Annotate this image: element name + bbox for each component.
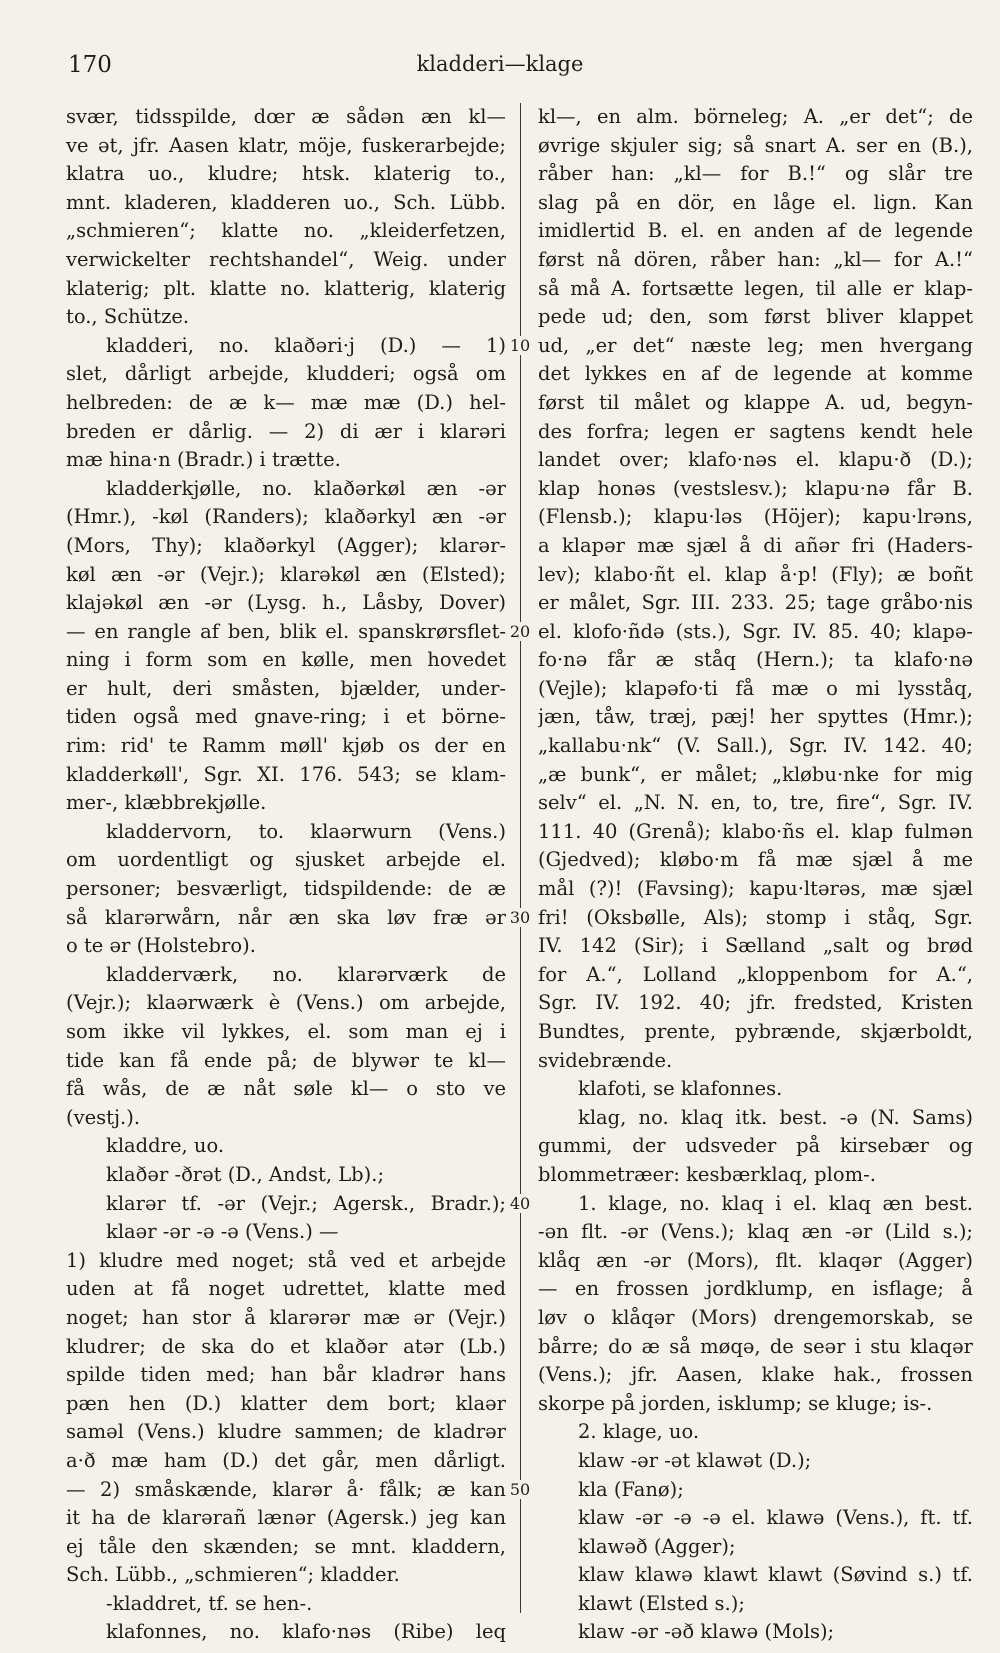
text-line: øvrige skjuler sig; så snart A. ser en (B.), bbox=[538, 133, 973, 157]
text-line: helbreden: de æ k— mæ mæ (D.) hel- bbox=[66, 390, 506, 414]
text-line: mæ hina·n (Bradr.) i trætte. bbox=[66, 448, 341, 472]
text-line: klawt (Elsted s.); bbox=[578, 1591, 745, 1615]
text-line: tiden også med gnave-ring; i et börne- bbox=[66, 705, 506, 729]
text-line: (vestj.). bbox=[66, 1105, 141, 1129]
text-line: fri! (Oksbølle, Als); stomp i ståq, Sgr. bbox=[538, 905, 973, 929]
text-line: saməl (Vens.) kludre sammen; de kladrər bbox=[66, 1420, 506, 1444]
text-line: ud, „er det“ næste leg; men hvergang bbox=[538, 333, 973, 357]
text-line: klåq æn -ər (Mors), flt. klaqər (Agger) bbox=[538, 1248, 973, 1272]
text-line: des forfra; legen er sagtens kendt hele bbox=[538, 419, 973, 443]
text-line: klajəkøl æn -ər (Lysg. h., Låsby, Dover) bbox=[66, 591, 506, 615]
text-line: ve ət, jfr. Aasen klatr, möje, fuskerarbejde; bbox=[66, 133, 506, 157]
text-line: fo·nə får æ ståq (Hern.); ta klafo·nə bbox=[538, 648, 973, 672]
text-line: få wås, de æ nåt søle kl— o sto ve bbox=[66, 1077, 506, 1101]
text-line: imidlertid B. el. en anden af de legende bbox=[538, 219, 973, 243]
text-line: 111. 40 (Grenå); klabo·ñs el. klap fulmən bbox=[538, 819, 973, 843]
text-line: noget; han stor å klarərər mæ ər (Vejr.) bbox=[66, 1305, 506, 1329]
text-line: klaterig; plt. klatte no. klatterig, klaterig bbox=[66, 276, 506, 300]
text-line: kla (Fanø); bbox=[578, 1477, 684, 1501]
text-line: kladderværk, no. klarərværk de bbox=[106, 962, 506, 986]
text-line: gummi, der udsveder på kirsebær og bbox=[538, 1134, 973, 1158]
text-line: Sch. Lübb., „schmieren“; kladder. bbox=[66, 1563, 400, 1587]
text-line: klap honəs (vestslesv.); klapu·nə får B. bbox=[538, 476, 973, 500]
text-line: (Mors, Thy); klaðərkyl (Agger); klarər- bbox=[66, 533, 506, 557]
page-header bbox=[0, 52, 1000, 86]
text-line: 1. klage, no. klaq i el. klaq æn best. bbox=[578, 1191, 973, 1215]
text-line: klag, no. klaq itk. best. -ə (N. Sams) bbox=[578, 1105, 973, 1129]
text-line: klaðər -ðrət (D., Andst, Lb).; bbox=[106, 1162, 385, 1186]
text-line: klaw -ər -ə -ə el. klawə (Vens.), ft. tf. bbox=[578, 1506, 973, 1530]
text-line: lev); klabo·ñt el. klap å·p! (Fly); æ boñt bbox=[538, 562, 973, 586]
text-line: kladderkøll', Sgr. XI. 176. 543; se klam- bbox=[66, 762, 506, 786]
text-line: 2. klage, uo. bbox=[578, 1420, 700, 1444]
text-line: — 2) småskænde, klarər å· fålk; æ kan bbox=[66, 1477, 506, 1501]
text-line: så klarərwårn, når æn ska løv fræ ər bbox=[66, 905, 506, 929]
text-line: klaər -ər -ə -ə (Vens.) — bbox=[106, 1220, 339, 1244]
text-line: skorpe på jorden, isklump; se kluge; is-. bbox=[538, 1391, 933, 1415]
text-line: IV. 142 (Sir); i Sælland „salt og brød bbox=[538, 934, 973, 958]
text-line: køl æn -ər (Vejr.); klarəkøl æn (Elsted); bbox=[66, 562, 506, 586]
text-line: klafoti, se klafonnes. bbox=[578, 1077, 783, 1101]
text-line: (Hmr.), -køl (Randers); klaðərkyl æn -ər bbox=[66, 505, 506, 529]
text-line: klaw -ər -əð klawə (Mols); bbox=[578, 1620, 835, 1644]
line-number-marker: 40 bbox=[507, 1194, 533, 1213]
text-line: — en frossen jordklump, en isflage; å bbox=[538, 1277, 973, 1301]
page-number: 170 bbox=[68, 52, 112, 78]
text-line: løv o klåqər (Mors) drengemorskab, se bbox=[538, 1305, 973, 1329]
running-head: kladderi—klage bbox=[416, 52, 584, 76]
text-line: klatra uo., kludre; htsk. klaterig to., bbox=[66, 162, 506, 186]
text-line: pæn hen (D.) klatter dem bort; klaər bbox=[66, 1391, 506, 1415]
line-number-marker: 50 bbox=[507, 1480, 533, 1499]
text-line: klarər tf. -ər (Vejr.; Agersk., Bradr.); bbox=[106, 1191, 506, 1215]
text-line: a klapər mæ sjæl å di añər fri (Haders- bbox=[538, 533, 973, 557]
line-number-marker: 10 bbox=[507, 336, 533, 355]
text-line: er hult, deri småsten, bjælder, under- bbox=[66, 676, 506, 700]
text-line: to., Schütze. bbox=[66, 305, 190, 329]
text-line: for A.“, Lolland „kloppenbom for A.“, bbox=[538, 962, 973, 986]
text-line: kladdervorn, to. klaərwurn (Vens.) bbox=[106, 819, 506, 843]
column-divider bbox=[520, 103, 521, 1613]
text-line: det lykkes en af de legende at komme bbox=[538, 362, 973, 386]
text-line: landet over; klafo·nəs el. klapu·ð (D.); bbox=[538, 448, 973, 472]
text-line: 1) kludre med noget; stå ved et arbejde bbox=[66, 1248, 506, 1272]
text-line: blommetræer: kesbærklaq, plom-. bbox=[538, 1162, 876, 1186]
text-line: først til målet og klappe A. ud, begyn- bbox=[538, 390, 973, 414]
text-line: mer-, klæbbrekjølle. bbox=[66, 791, 267, 815]
text-line: pede ud; den, som først bliver klappet bbox=[538, 305, 973, 329]
text-line: jæn, tåw, træj, pæj! her spyttes (Hmr.); bbox=[538, 705, 973, 729]
text-line: er målet, Sgr. III. 233. 25; tage gråbo·nis bbox=[538, 591, 973, 615]
text-line: o te ər (Holstebro). bbox=[66, 934, 256, 958]
text-line: (Vens.); jfr. Aasen, klake hak., frossen bbox=[538, 1363, 973, 1387]
text-line: „kallabu·nk“ (V. Sall.), Sgr. IV. 142. 40; bbox=[538, 734, 973, 758]
text-line: rim: rid' te Ramm møll' kjøb os der en bbox=[66, 734, 506, 758]
text-line: svidebrænde. bbox=[538, 1048, 673, 1072]
text-line: klawəð (Agger); bbox=[578, 1534, 736, 1558]
text-line: kludrer; de ska do et klaðər atər (Lb.) bbox=[66, 1334, 506, 1358]
text-line: så må A. fortsætte legen, til alle er klap- bbox=[538, 276, 973, 300]
text-line: Bundtes, prente, pybrænde, skjærboldt, bbox=[538, 1020, 973, 1043]
text-line: tide kan få ende på; de blywər te kl— bbox=[66, 1048, 506, 1072]
text-line: el. klofo·ñdə (sts.), Sgr. IV. 85. 40; klapə- bbox=[538, 619, 973, 643]
text-line: ej tåle den skænden; se mnt. kladdern, bbox=[66, 1534, 506, 1558]
text-line: breden er dårlig. — 2) di ær i klarəri bbox=[66, 419, 506, 443]
text-line: kladderi, no. klaðəri·j (D.) — 1) bbox=[106, 333, 506, 357]
text-line: a·ð mæ ham (D.) det går, men dårligt. bbox=[66, 1448, 506, 1472]
line-number-marker: 20 bbox=[507, 622, 533, 641]
text-line: først nå dören, råber han: „kl— for A.!“ bbox=[538, 247, 973, 271]
text-line: kladdre, uo. bbox=[106, 1134, 225, 1158]
text-line: (Vejle); klapəfo·ti få mæ o mi lysståq, bbox=[538, 676, 973, 700]
text-line: kladderkjølle, no. klaðərkøl æn -ər bbox=[106, 476, 506, 500]
text-line: (Gjedved); kløbo·m få mæ sjæl å me bbox=[538, 848, 973, 872]
text-line: -ən flt. -ər (Vens.); klaq æn -ər (Lild s.); bbox=[538, 1220, 973, 1244]
text-line: spilde tiden med; han bår kladrər hans bbox=[66, 1363, 506, 1387]
text-line: (Flensb.); klapu·ləs (Höjer); kapu·lrəns, bbox=[538, 505, 973, 529]
text-line: om uordentligt og sjusket arbejde el. bbox=[66, 848, 506, 872]
text-line: kl—, en alm. börneleg; A. „er det“; de bbox=[538, 105, 973, 128]
text-line: klafonnes, no. klafo·nəs (Ribe) leq bbox=[106, 1620, 506, 1644]
text-line: mål (?)! (Favsing); kapu·ltərəs, mæ sjæl bbox=[538, 877, 973, 901]
text-line: råber han: „kl— for B.!“ og slår tre bbox=[538, 162, 973, 186]
text-line: it ha de klarərañ lænər (Agersk.) jeg kan bbox=[66, 1506, 506, 1530]
text-line: -kladdret, tf. se hen-. bbox=[106, 1591, 313, 1615]
left-column bbox=[66, 103, 506, 1647]
text-line: „æ bunk“, er målet; „kløbu·nke for mig bbox=[538, 762, 973, 786]
text-line: klaw -ər -ət klawət (D.); bbox=[578, 1448, 812, 1472]
text-line: Sgr. IV. 192. 40; jfr. fredsted, Kristen bbox=[538, 991, 973, 1015]
text-line: personer; besværligt, tidspildende: de æ bbox=[66, 877, 506, 901]
right-column bbox=[538, 103, 973, 1647]
text-line: „schmieren“; klatte no. „kleiderfetzen, bbox=[66, 219, 506, 243]
text-line: verwickelter rechtshandel“, Weig. under bbox=[66, 247, 506, 271]
text-line: selv“ el. „N. N. en, to, tre, fire“, Sgr. IV. bbox=[538, 791, 973, 815]
text-line: — en rangle af ben, blik el. spanskrørsflet- bbox=[66, 619, 506, 643]
text-line: ning i form som en kølle, men hovedet bbox=[66, 648, 506, 672]
text-line: mnt. kladeren, kladderen uo., Sch. Lübb. bbox=[66, 190, 506, 214]
text-line: uden at få noget udrettet, klatte med bbox=[66, 1277, 506, 1301]
text-line: slag på en dör, en låge el. lign. Kan bbox=[538, 190, 973, 214]
text-line: (Vejr.); klaərwærk è (Vens.) om arbejde, bbox=[66, 991, 506, 1015]
text-line: klaw klawə klawt klawt (Søvind s.) tf. bbox=[578, 1563, 973, 1587]
text-line: bårre; do æ så møqə, de seər i stu klaqər bbox=[538, 1334, 973, 1358]
text-line: svær, tidsspilde, dœr æ sådən æn kl— bbox=[66, 105, 506, 128]
text-line: slet, dårligt arbejde, kludderi; også om bbox=[66, 362, 506, 386]
text-line: som ikke vil lykkes, el. som man ej i bbox=[66, 1020, 506, 1043]
line-number-marker: 30 bbox=[507, 908, 533, 927]
